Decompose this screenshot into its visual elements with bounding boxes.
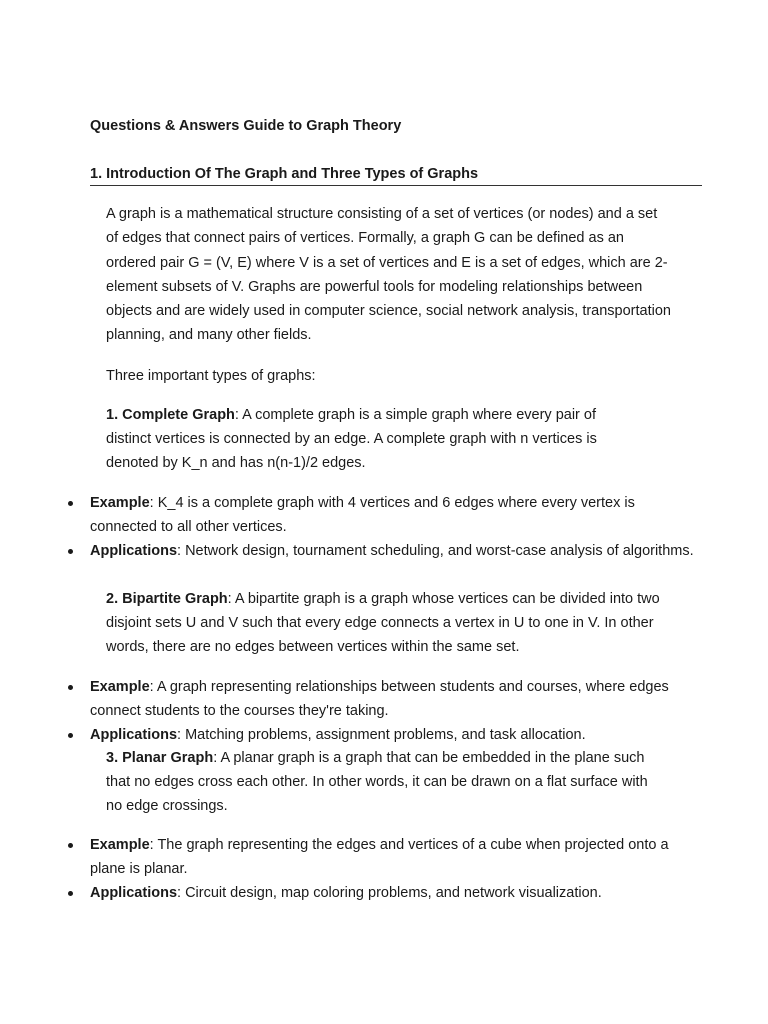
bullet-icon <box>68 843 73 848</box>
applications-text: : Circuit design, map coloring problems, and network visualization. <box>177 885 602 901</box>
type-name: 2. Bipartite Graph <box>106 591 228 607</box>
applications-text: : Matching problems, assignment problems, and task allocation. <box>177 727 586 743</box>
list-item <box>90 491 694 539</box>
list-item <box>90 539 694 563</box>
list-item <box>90 723 694 747</box>
example-label: Example <box>90 495 150 511</box>
section-heading: 1. Introduction Of The Graph and Three Types of Graphs <box>90 166 702 186</box>
bipartite-graph-bullets <box>90 675 694 747</box>
bullet-icon <box>68 891 73 896</box>
types-intro: Three important types of graphs: <box>106 368 316 384</box>
type-name: 3. Planar Graph <box>106 750 214 766</box>
complete-graph-bullets <box>90 491 694 563</box>
bullet-icon <box>68 549 73 554</box>
type-planar-graph <box>106 746 662 818</box>
document-title: Questions & Answers Guide to Graph Theory <box>90 118 402 134</box>
bullet-icon <box>68 501 73 506</box>
planar-graph-bullets <box>90 833 694 905</box>
applications-label: Applications <box>90 543 178 559</box>
type-name: 1. Complete Graph <box>106 407 235 423</box>
type-description: : A complete graph is a simple graph where every pair of distinct vertices is connected by an edge. A complete graph with n vertices is denoted by K_n and has n(n-1)/2 edges. <box>106 407 597 471</box>
bullet-icon <box>68 733 73 738</box>
applications-text: : Network design, tournament scheduling, and worst-case analysis of algorithms. <box>177 543 694 559</box>
type-bipartite-graph <box>106 587 681 659</box>
list-item <box>90 833 694 881</box>
type-complete-graph <box>106 403 626 475</box>
intro-paragraph: A graph is a mathematical structure consisting of a set of vertices (or nodes) and a set of edges that connect pairs of vertices. Formally, a graph G can be defined as an ordered pair G = (V, E) where V is a set of vertices and E is a set of edges, which are 2-element subsets of V. Graphs are powerful tools for modeling relationships between objects and are widely used in computer science, social network analysis, transportation planning, and many other fields. <box>106 206 671 344</box>
example-label: Example <box>90 837 150 853</box>
example-text: : K_4 is a complete graph with 4 vertices and 6 edges where every vertex is connected to all other vertices. <box>90 495 635 535</box>
example-text: : The graph representing the edges and vertices of a cube when projected onto a plane is planar. <box>90 837 669 877</box>
type-description: : A planar graph is a graph that can be embedded in the plane such that no edges cross each other. In other words, it can be drawn on a flat surface with no edge crossings. <box>106 750 648 814</box>
list-item <box>90 675 694 723</box>
type-description: : A bipartite graph is a graph whose vertices can be divided into two disjoint sets U and V such that every edge connects a vertex in U to one in V. In other words, there are no edges between vertices within the same set. <box>106 591 660 655</box>
example-text: : A graph representing relationships between students and courses, where edges connect students to the courses they're taking. <box>90 679 669 719</box>
example-label: Example <box>90 679 150 695</box>
applications-label: Applications <box>90 885 178 901</box>
applications-label: Applications <box>90 727 178 743</box>
bullet-icon <box>68 685 73 690</box>
list-item <box>90 881 694 905</box>
